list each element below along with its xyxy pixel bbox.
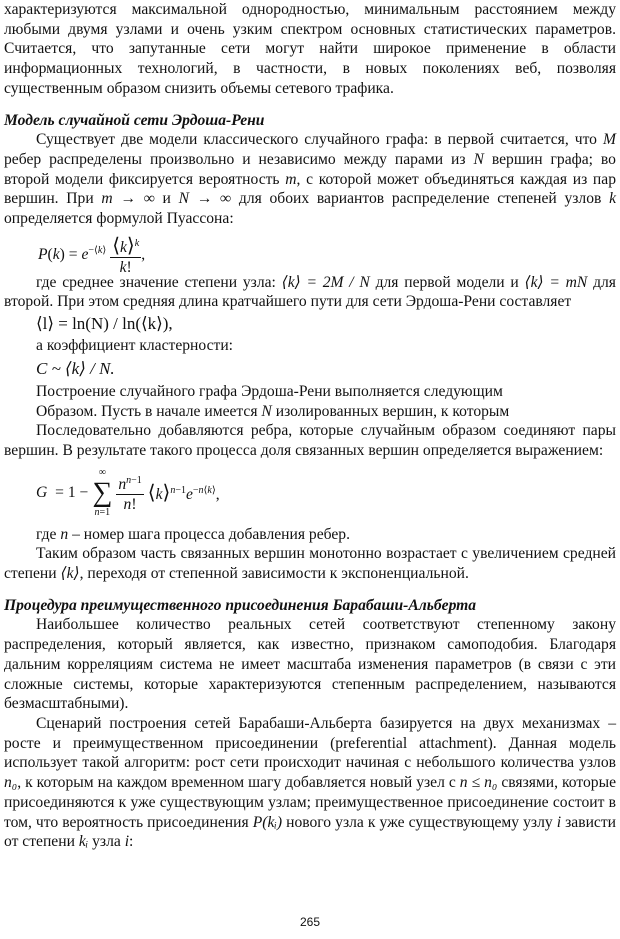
formula-path-length: ⟨l⟩ = ln(N) / ln(⟨k⟩),: [36, 314, 173, 334]
heading-barabasi-albert: Процедура преимущественного присоединения Барабаши-Альберта: [4, 596, 477, 614]
paragraph-power-law: Наибольшее количество реальных сетей соответствуют степенному закону распределения, который является, как известно, признаком самоподобия. Благодаря дальним корреляциям система не имеет масштаба изменения параметров (в связи с эти сложные системы, которые характеризуются степенным распределением, называются безмасштабными).: [4, 616, 616, 713]
page-number: 265: [299, 915, 321, 929]
paragraph-isolated: Образом. Пусть в начале имеется N изолированных вершин, к которым: [36, 402, 510, 420]
paragraph-intro: характеризуются максимальной однородностью, минимальным расстоянием между любыми двумя узлами и очень узким спектром основных статистических параметров. Считается, что запутанные сети могут найти широкое применение в области информационных технологий, в частности, в новых поколениях веб, позволяя существенным образом снизить объемы сетевого трафика.: [4, 1, 616, 97]
formula-clustering: C ~ ⟨k⟩ / N.: [36, 358, 115, 378]
paragraph-monotone: Таким образом часть связанных вершин монотонно возрастает с увеличением средней степени ⟨k⟩, переходя от степенной зависимости к экспоненциальной.: [4, 545, 616, 583]
paragraph-scenario: Сценарий построения сетей Барабаши-Альберта базируется на двух механизмах – росте и преимущественном присоединении (preferential attachment). Данная модель использует такой алгоритм: рост сети происходит начиная с небольшого количества узлов n₀, к которым на каждом временном шагу добавляется новый узел с n ≤ n₀ связями, которые присоединяются к уже существующим узлам; преимущественное присоединение состоит в том, что вероятность присоединения P(kᵢ) нового узла к уже существующему узлу i зависти от степени kᵢ узла i:: [4, 714, 617, 851]
paragraph-clustering: а коэффициент кластерности:: [36, 337, 234, 355]
formula-poisson: $P(k) = e^{-⟨k⟩}$ $\frac{⟨k⟩^k}{k!}$ ,: [38, 234, 146, 276]
paragraph-models: Существует две модели классического случайного графа: в первой считается, что M ребер распределены произвольно и независимо между парами из N вершин графа; во второй модели фиксируется вероятность m, с которой может объединяться каждая из пар вершин. При m → ∞ и N → ∞ для обоих вариантов распределение степеней узлов k определяется формулой Пуассона:: [4, 131, 616, 228]
page: [4, 0, 616, 852]
paragraph-step: где n – номер шага процесса добавления ребер.: [36, 525, 350, 543]
paragraph-average-degree: где среднее значение степени узла: ⟨k⟩ = 2M / N для первой модели и ⟨k⟩ = mN для второй. При этом средняя длина кратчайшего пути для сети Эрдоша-Рени составляет: [4, 273, 616, 311]
heading-erdos-renyi: Модель случайной сети Эрдоша-Рени: [4, 111, 265, 129]
formula-connected-fraction: G = 1 − ∞ ∑ n=1 $\frac{n^{n-1}}{n!}$ $⟨k⟩^{n-1}e^{-n⟨k⟩}$,: [36, 466, 220, 518]
paragraph-construction: Построение случайного графа Эрдоша-Рени выполняется следующим: [36, 382, 503, 400]
paragraph-edges: Последовательно добавляются ребра, которые случайным образом соединяют пары вершин. В результате такого процесса доля связанных вершин определяется выражением:: [4, 422, 616, 459]
